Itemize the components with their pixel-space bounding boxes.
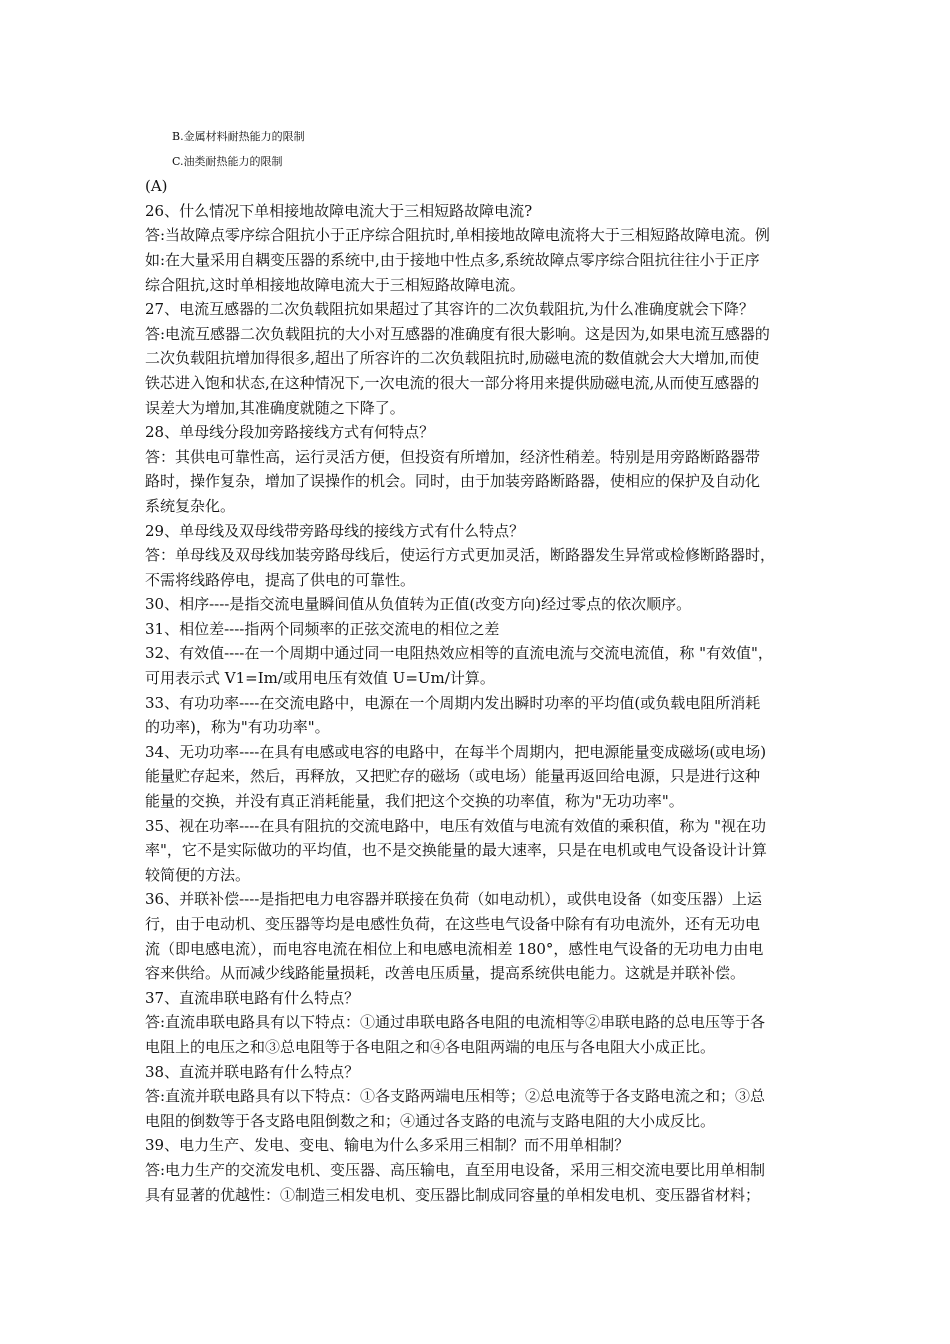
text-line: 38、直流并联电路有什么特点？ — [145, 1062, 360, 1081]
text-line: 30、相序----是指交流电量瞬间值从负值转为正值(改变方向)经过零点的依次顺序。 — [145, 595, 692, 614]
text-line: 较简便的方法。 — [145, 865, 251, 884]
text-line: 35、视在功率----在具有阻抗的交流电路中，电压有效值与电流有效值的乘积值，称为 "视在功 — [145, 816, 767, 835]
text-line: 34、无功功率----在具有电感或电容的电路中，在每半个周期内，把电源能量变成磁场(或电场) — [145, 742, 767, 761]
text-line: B.金属材料耐热能力的限制 — [172, 130, 305, 143]
text-line: 电阻上的电压之和③总电阻等于各电阻之和④各电阻两端的电压与各电阻大小成正比。 — [145, 1037, 716, 1056]
text-line: (A) — [145, 177, 168, 196]
text-line: 率"，它不是实际做功的平均值，也不是交换能量的最大速率，只是在电机或电气设备设计计算 — [145, 841, 767, 860]
text-line: 27、电流互感器的二次负载阻抗如果超过了其容许的二次负载阻抗,为什么准确度就会下降？ — [145, 300, 754, 319]
text-line: 流（即电感电流），而电容电流在相位上和电感电流相差 180°，感性电气设备的无功电力由电 — [145, 939, 764, 958]
text-line: 的功率)，称为"有功功率"。 — [145, 718, 330, 737]
text-line: 具有显著的优越性：①制造三相发电机、变压器比制成同容量的单相发电机、变压器省材料； — [145, 1185, 761, 1204]
text-line: 答:电力生产的交流发电机、变压器、高压输电，直至用电设备，采用三相交流电要比用单相制 — [145, 1160, 766, 1179]
text-line: 29、单母线及双母线带旁路母线的接线方式有什么特点？ — [145, 521, 525, 540]
text-line: 26、什么情况下单相接地故障电流大于三相短路故障电流? — [145, 201, 533, 220]
text-line: 33、有功功率----在交流电路中，电源在一个周期内发出瞬时功率的平均值(或负载电阻所消耗 — [145, 693, 761, 712]
text-line: 不需将线路停电，提高了供电的可靠性。 — [145, 570, 416, 589]
text-line: 可用表示式 V1=Im/或用电压有效值 U=Um/计算。 — [145, 669, 495, 688]
text-line: 二次负载阻抗增加得很多,超出了所容许的二次负载阻抗时,励磁电流的数值就会大大增加,而使 — [145, 349, 760, 368]
text-line: 铁芯进入饱和状态,在这种情况下,一次电流的很大一部分将用来提供励磁电流,从而使互感器的 — [145, 373, 760, 392]
text-line: 36、并联补偿----是指把电力电容器并联接在负荷（如电动机），或供电设备（如变压器）上运 — [145, 890, 762, 909]
text-line: 39、电力生产、发电、变电、输电为什么多采用三相制？而不用单相制？ — [145, 1136, 630, 1155]
text-line: 行，由于电动机、变压器等均是电感性负荷，在这些电气设备中除有有功电流外，还有无功电 — [145, 915, 761, 933]
text-line: 答：其供电可靠性高，运行灵活方便，但投资有所增加，经济性稍差。特别是用旁路断路器带 — [145, 447, 761, 466]
text-line: 能量贮存起来，然后，再释放，又把贮存的磁场（或电场）能量再返回给电源，只是进行这种 — [145, 767, 761, 786]
text-line: 答:直流并联电路具有以下特点：①各支路两端电压相等；②总电流等于各支路电流之和；③总 — [145, 1087, 766, 1106]
document-page — [145, 125, 813, 1207]
text-line: 如:在大量采用自耦变压器的系统中,由于接地中性点多,系统故障点零序综合阻抗往往小于正序 — [145, 250, 760, 269]
text-line: 28、单母线分段加旁路接线方式有何特点？ — [145, 423, 435, 442]
text-line: 37、直流串联电路有什么特点？ — [145, 988, 360, 1007]
text-line: 答:当故障点零序综合阻抗小于正序综合阻抗时,单相接地故障电流将大于三相短路故障电流。例 — [145, 226, 770, 245]
text-line: 能量的交换，并没有真正消耗能量，我们把这个交换的功率值，称为"无功功率"。 — [145, 792, 684, 811]
text-line: 答：单母线及双母线加装旁路母线后，使运行方式更加灵活，断路器发生异常或检修断路器时， — [145, 546, 776, 565]
text-line: 32、有效值----在一个周期中通过同一电阻热效应相等的直流电流与交流电流值，称 "有效值"， — [145, 644, 773, 663]
text-line: 31、相位差----指两个同频率的正弦交流电的相位之差 — [145, 619, 500, 638]
text-line: 容来供给。从而减少线路能量损耗，改善电压质量，提高系统供电能力。这就是并联补偿。 — [145, 964, 746, 983]
text-line: 答:电流互感器二次负载阻抗的大小对互感器的准确度有很大影响。这是因为,如果电流互感器的 — [145, 324, 770, 343]
text-line: 答:直流串联电路具有以下特点：①通过串联电路各电阻的电流相等②串联电路的总电压等于各 — [145, 1013, 766, 1032]
text-line: C.油类耐热能力的限制 — [172, 154, 283, 168]
text-line: 系统复杂化。 — [145, 496, 236, 515]
text-line: 电阻的倒数等于各支路电阻倒数之和；④通过各支路的电流与支路电阻的大小成反比。 — [145, 1111, 716, 1130]
text-line: 误差大为增加,其准确度就随之下降了。 — [145, 398, 405, 417]
text-line: 路时，操作复杂，增加了误操作的机会。同时，由于加装旁路断路器，使相应的保护及自动化 — [145, 472, 761, 491]
text-line: 综合阻抗,这时单相接地故障电流大于三相短路故障电流。 — [145, 275, 525, 294]
